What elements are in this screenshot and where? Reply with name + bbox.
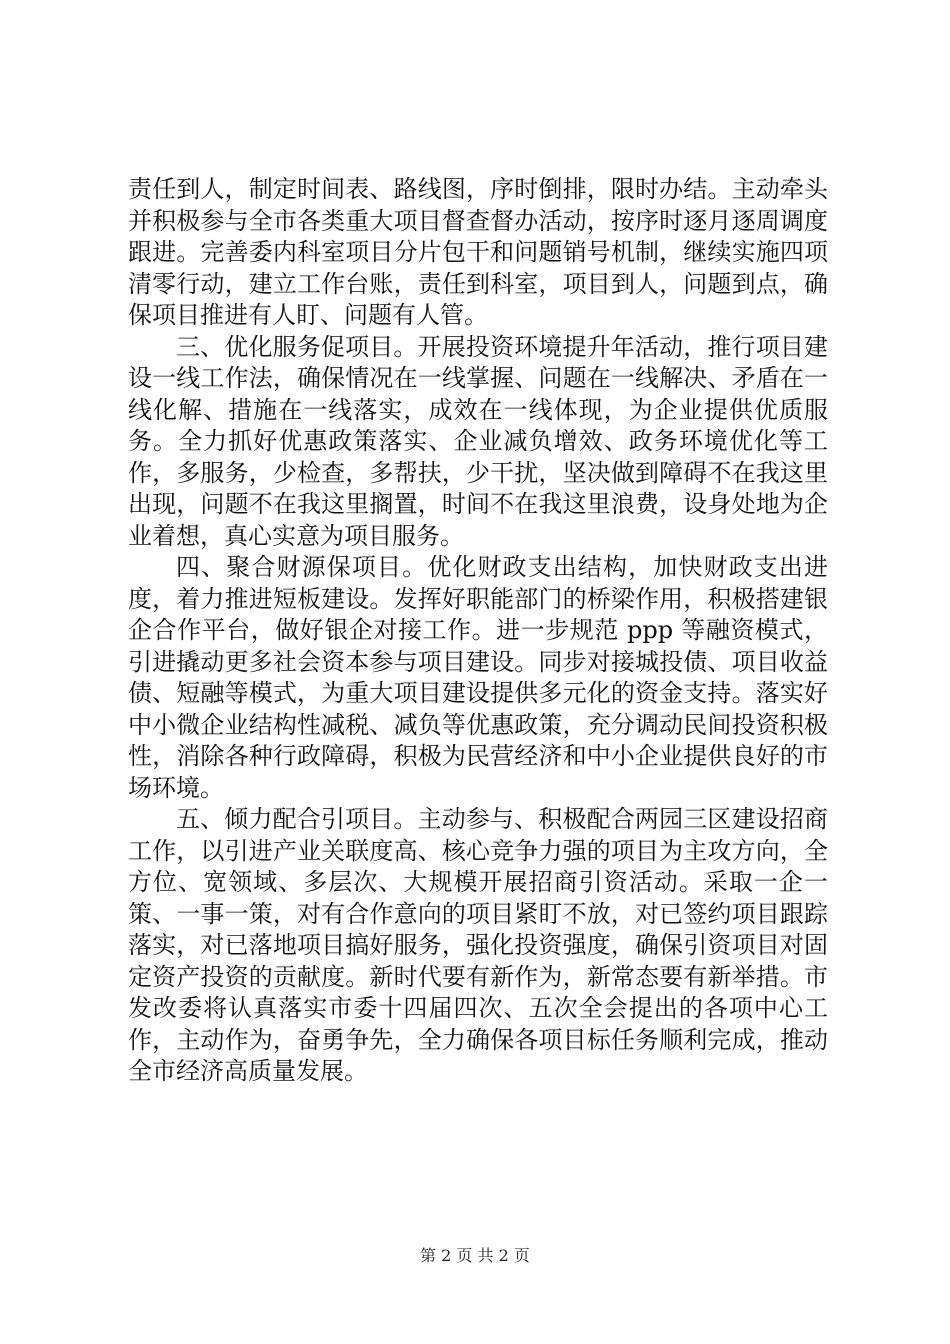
paragraph-section-4: 四、聚合财源保项目。优化财政支出结构，加快财政支出进度，着力推进短板建设。发挥好职能部门的桥梁作用，积极搭建银企合作平台，做好银企对接工作。进一步规范 ppp 等融资模式，引进撬动更多社会资本参与项目建设。同步对接城投债、项目收益债、短融等模式，为重大项目建设提供多元化的资金支持。落实好中小微企业结构性减税、减负等优惠政策，充分调动民间投资积极性，消除各种行政障碍，积极为民营经济和中小企业提供良好的市场环境。: [128, 553, 828, 802]
paragraph-continuation: 责任到人，制定时间表、路线图，序时倒排，限时办结。主动牵头并积极参与全市各类重大项目督查督办活动，按序时逐月逐周调度跟进。完善委内科室项目分片包干和问题销号机制，继续实施四项清零行动，建立工作台账，责任到科室，项目到人，问题到点，确保项目推进有人盯、问题有人管。: [128, 175, 828, 329]
paragraph-section-5: 五、倾力配合引项目。主动参与、积极配合两园三区建设招商工作，以引进产业关联度高、核心竞争力强的项目为主攻方向，全方位、宽领域、多层次、大规模开展招商引资活动。采取一企一策、一事一策，对有合作意向的项目紧盯不放，对已签约项目跟踪落实，对已落地项目搞好服务，强化投资强度，确保引资项目对固定资产投资的贡献度。新时代要有新作为，新常态要有新举措。市发改委将认真落实市委十四届四次、五次全会提出的各项中心工作，主动作为，奋勇争先，全力确保各项目标任务顺利完成，推动全市经济高质量发展。: [128, 805, 828, 1085]
paragraph-section-3: 三、优化服务促项目。开展投资环境提升年活动，推行项目建设一线工作法，确保情况在一线掌握、问题在一线解决、矛盾在一线化解、措施在一线落实，成效在一线体现，为企业提供优质服务。全力抓好优惠政策落实、企业减负增效、政务环境优化等工作，多服务，少检查，多帮扶，少干扰，坚决做到障碍不在我这里出现，问题不在我这里搁置，时间不在我这里浪费，设身处地为企业着想，真心实意为项目服务。: [128, 332, 828, 550]
page-number-footer: 第 2 页 共 2 页: [420, 1246, 530, 1265]
document-body: [128, 174, 828, 1088]
